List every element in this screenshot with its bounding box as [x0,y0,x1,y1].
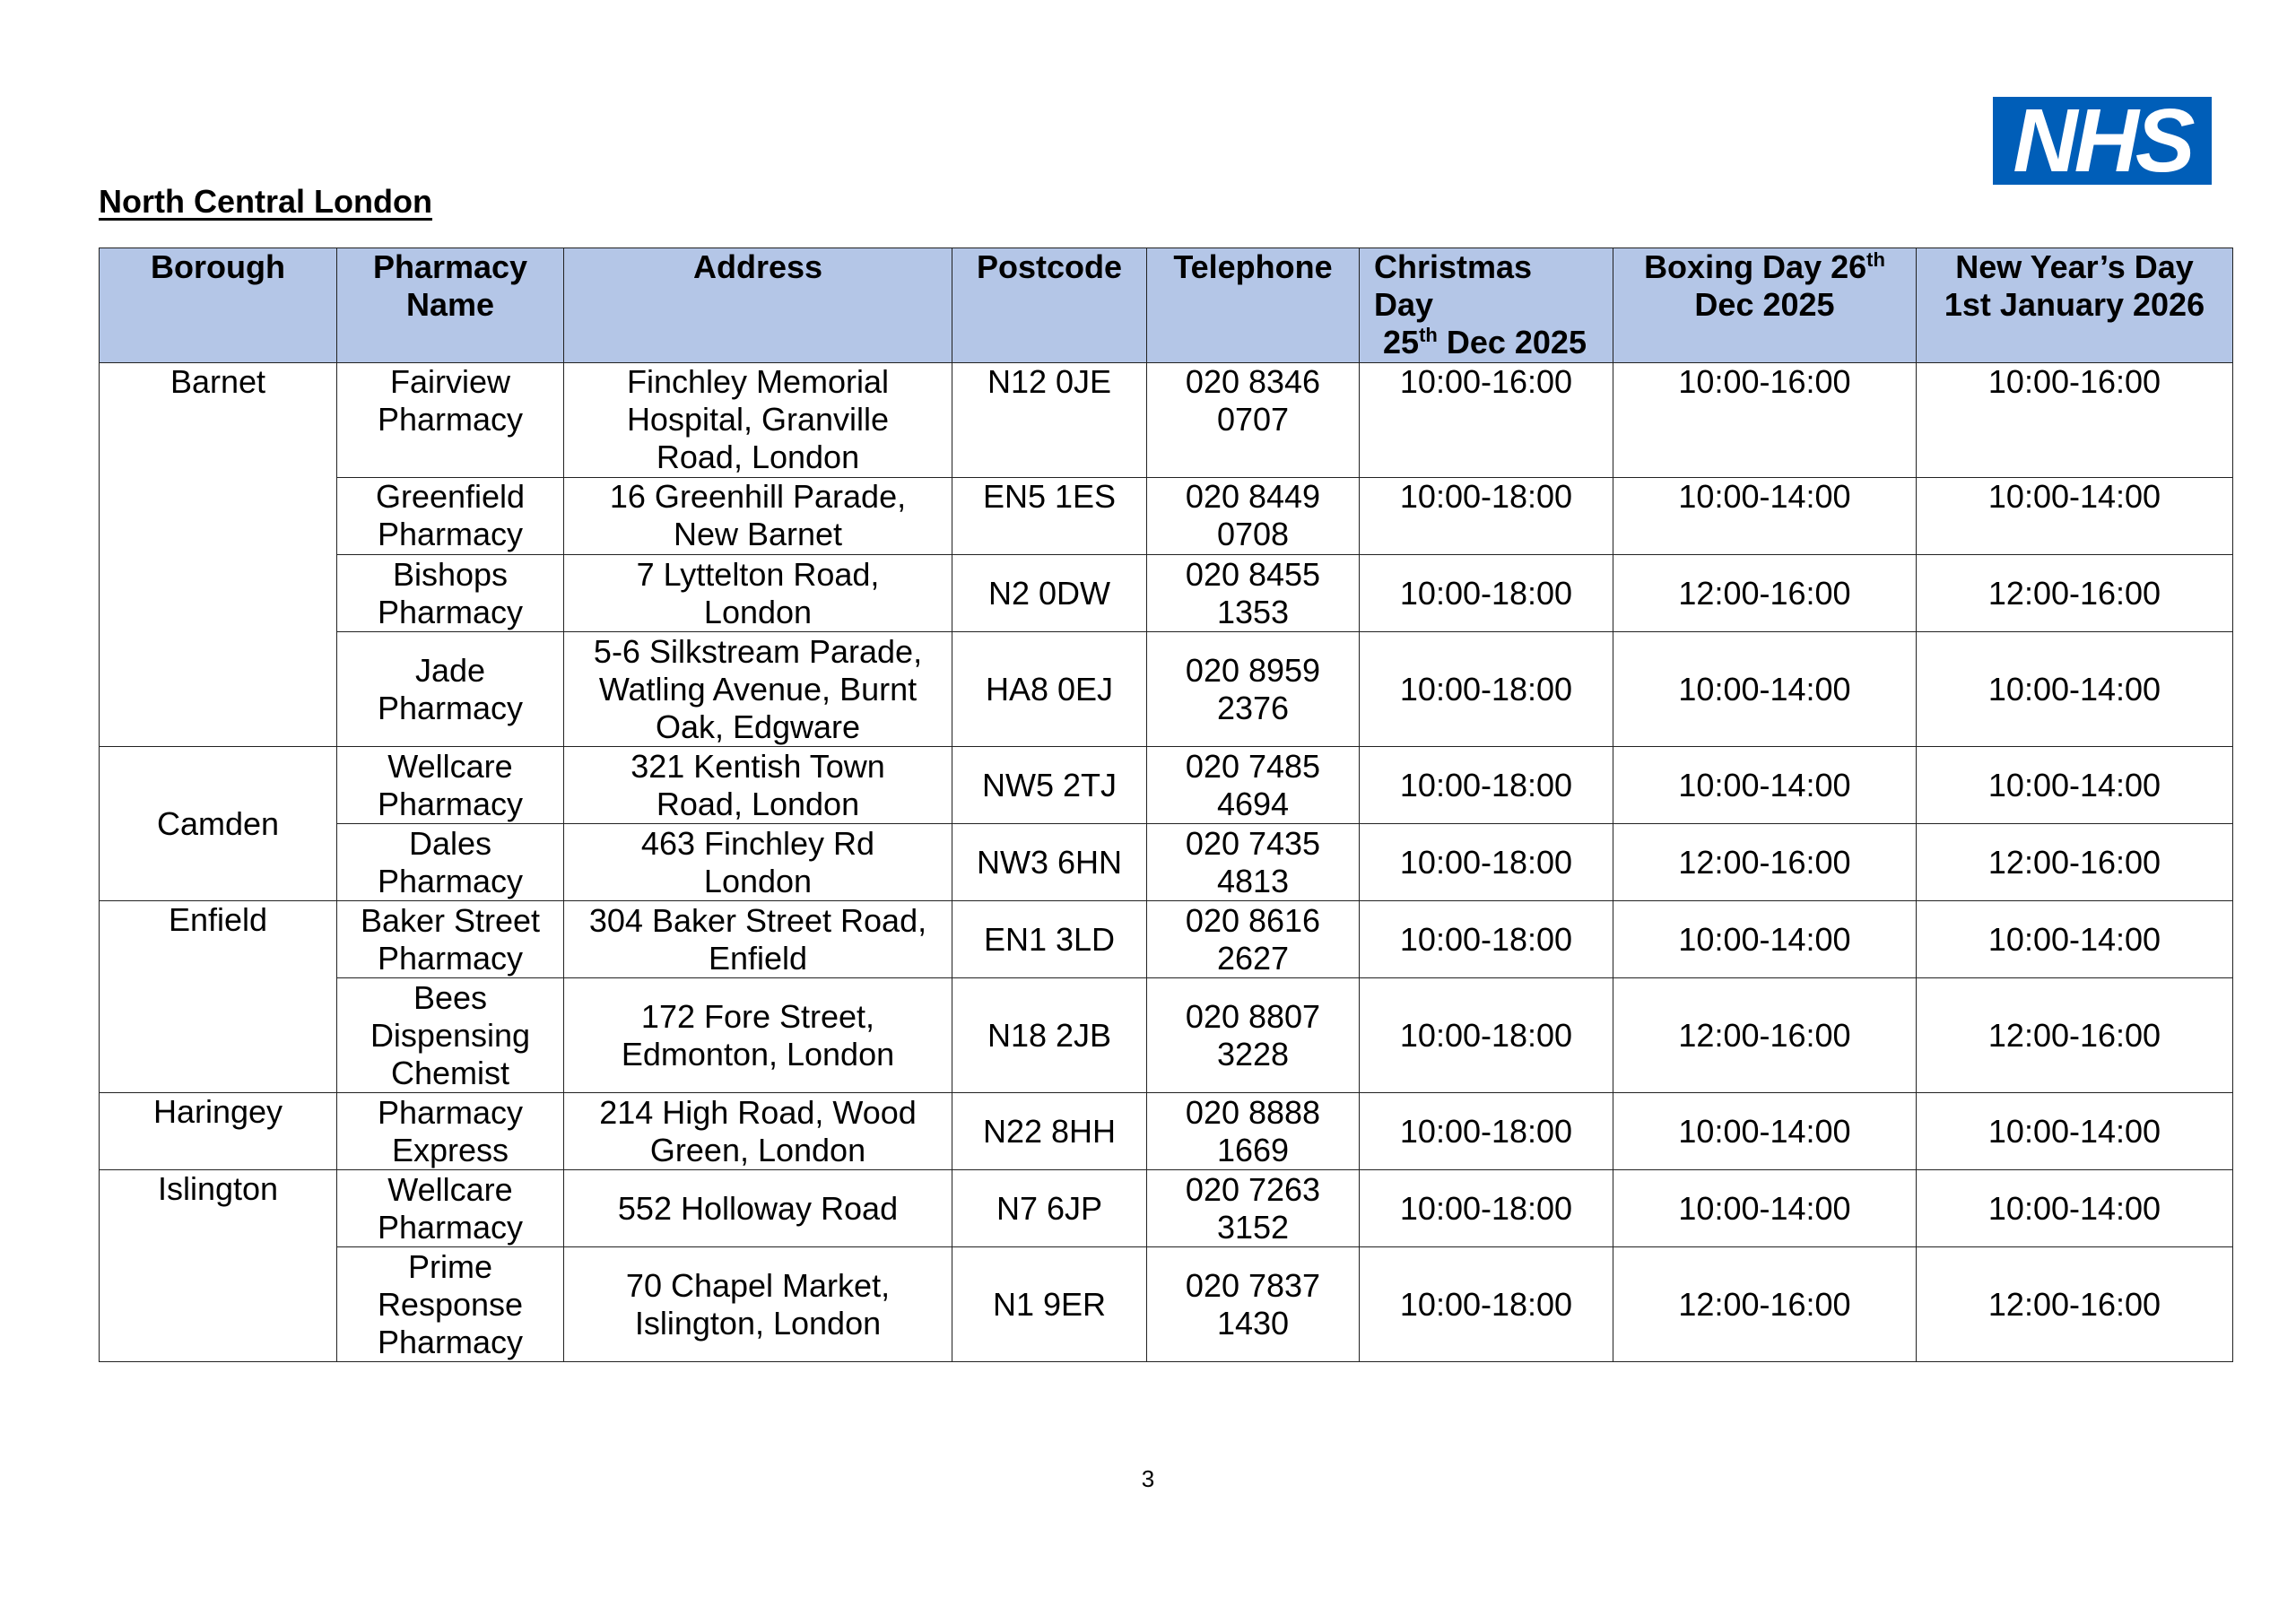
postcode-cell: N7 6JP [952,1170,1147,1247]
christmas-hours-cell: 10:00-18:00 [1360,747,1613,824]
pharmacy-name-cell: Dales Pharmacy [337,824,564,901]
newyear-hours-cell: 12:00-16:00 [1917,1247,2233,1362]
telephone-cell: 020 8449 0708 [1147,478,1360,555]
pharmacy-name-cell: Pharmacy Express [337,1093,564,1170]
christmas-hours-cell: 10:00-18:00 [1360,978,1613,1093]
boxing-hours-cell: 10:00-14:00 [1613,901,1917,978]
boxing-hours-cell: 12:00-16:00 [1613,1247,1917,1362]
region-title: North Central London [99,183,432,220]
address-cell: 304 Baker Street Road, Enfield [564,901,952,978]
boxing-hours-cell: 10:00-14:00 [1613,747,1917,824]
boxing-hours-cell: 10:00-14:00 [1613,1093,1917,1170]
newyear-hours-cell: 10:00-14:00 [1917,632,2233,747]
postcode-cell: HA8 0EJ [952,632,1147,747]
pharmacy-name-cell: Greenfield Pharmacy [337,478,564,555]
boxing-hours-cell: 10:00-14:00 [1613,1170,1917,1247]
newyear-hours-cell: 10:00-16:00 [1917,363,2233,478]
table-row [100,363,2233,478]
boxing-hours-cell: 10:00-14:00 [1613,478,1917,555]
borough-cell: Enfield [100,901,337,1093]
telephone-cell: 020 8959 2376 [1147,632,1360,747]
telephone-cell: 020 7263 3152 [1147,1170,1360,1247]
nhs-logo [1993,91,2212,191]
postcode-cell: EN5 1ES [952,478,1147,555]
table-header-row [100,248,2233,363]
header-pharmacy-name: Pharmacy Name [337,248,564,363]
boxing-hours-cell: 10:00-14:00 [1613,632,1917,747]
christmas-hours-cell: 10:00-18:00 [1360,632,1613,747]
boxing-hours-cell: 12:00-16:00 [1613,555,1917,632]
address-cell: 214 High Road, Wood Green, London [564,1093,952,1170]
christmas-hours-cell: 10:00-18:00 [1360,478,1613,555]
christmas-hours-cell: 10:00-18:00 [1360,1093,1613,1170]
postcode-cell: N1 9ER [952,1247,1147,1362]
telephone-cell: 020 8807 3228 [1147,978,1360,1093]
nhs-logo-text: NHS [2013,91,2192,191]
christmas-hours-cell: 10:00-18:00 [1360,555,1613,632]
newyear-hours-cell: 10:00-14:00 [1917,901,2233,978]
newyear-hours-cell: 12:00-16:00 [1917,555,2233,632]
header-boxing-day: Boxing Day 26th Dec 2025 [1613,248,1917,363]
telephone-cell: 020 8616 2627 [1147,901,1360,978]
pharmacy-name-cell: Wellcare Pharmacy [337,747,564,824]
telephone-cell: 020 7435 4813 [1147,824,1360,901]
postcode-cell: N22 8HH [952,1093,1147,1170]
address-cell: 5-6 Silkstream Parade, Watling Avenue, Burnt Oak, Edgware [564,632,952,747]
newyear-hours-cell: 10:00-14:00 [1917,1093,2233,1170]
borough-cell: Camden [100,747,337,901]
pharmacy-name-cell: Bees Dispensing Chemist [337,978,564,1093]
table-row [100,1247,2233,1362]
boxing-hours-cell: 10:00-16:00 [1613,363,1917,478]
address-cell: 70 Chapel Market, Islington, London [564,1247,952,1362]
postcode-cell: EN1 3LD [952,901,1147,978]
pharmacy-name-cell: Bishops Pharmacy [337,555,564,632]
postcode-cell: N12 0JE [952,363,1147,478]
address-cell: 552 Holloway Road [564,1170,952,1247]
pharmacy-name-cell: Baker Street Pharmacy [337,901,564,978]
table-row [100,1093,2233,1170]
table-row [100,978,2233,1093]
table-row [100,901,2233,978]
table-row [100,632,2233,747]
header-christmas-day: Christmas Day 25th Dec 2025 [1360,248,1613,363]
telephone-cell: 020 8346 0707 [1147,363,1360,478]
table-row [100,555,2233,632]
telephone-cell: 020 7837 1430 [1147,1247,1360,1362]
newyear-hours-cell: 10:00-14:00 [1917,747,2233,824]
borough-cell: Barnet [100,363,337,747]
christmas-hours-cell: 10:00-18:00 [1360,824,1613,901]
table-row [100,478,2233,555]
boxing-hours-cell: 12:00-16:00 [1613,824,1917,901]
table-row [100,824,2233,901]
newyear-hours-cell: 12:00-16:00 [1917,824,2233,901]
postcode-cell: N18 2JB [952,978,1147,1093]
table-row [100,1170,2233,1247]
address-cell: 172 Fore Street, Edmonton, London [564,978,952,1093]
postcode-cell: N2 0DW [952,555,1147,632]
christmas-hours-cell: 10:00-18:00 [1360,1247,1613,1362]
borough-cell: Islington [100,1170,337,1362]
christmas-hours-cell: 10:00-18:00 [1360,901,1613,978]
borough-cell: Haringey [100,1093,337,1170]
boxing-hours-cell: 12:00-16:00 [1613,978,1917,1093]
pharmacy-opening-table [99,248,2233,1362]
postcode-cell: NW3 6HN [952,824,1147,901]
table-row [100,747,2233,824]
header-new-years-day: New Year’s Day 1st January 2026 [1917,248,2233,363]
newyear-hours-cell: 10:00-14:00 [1917,478,2233,555]
header-borough: Borough [100,248,337,363]
christmas-hours-cell: 10:00-18:00 [1360,1170,1613,1247]
header-postcode: Postcode [952,248,1147,363]
address-cell: Finchley Memorial Hospital, Granville Road, London [564,363,952,478]
address-cell: 7 Lyttelton Road, London [564,555,952,632]
newyear-hours-cell: 12:00-16:00 [1917,978,2233,1093]
page-number: 3 [1141,1465,1155,1492]
pharmacy-name-cell: Prime Response Pharmacy [337,1247,564,1362]
header-address: Address [564,248,952,363]
newyear-hours-cell: 10:00-14:00 [1917,1170,2233,1247]
address-cell: 16 Greenhill Parade, New Barnet [564,478,952,555]
header-telephone: Telephone [1147,248,1360,363]
pharmacy-name-cell: Wellcare Pharmacy [337,1170,564,1247]
telephone-cell: 020 8888 1669 [1147,1093,1360,1170]
pharmacy-name-cell: Jade Pharmacy [337,632,564,747]
address-cell: 463 Finchley Rd London [564,824,952,901]
telephone-cell: 020 8455 1353 [1147,555,1360,632]
pharmacy-name-cell: Fairview Pharmacy [337,363,564,478]
postcode-cell: NW5 2TJ [952,747,1147,824]
christmas-hours-cell: 10:00-16:00 [1360,363,1613,478]
address-cell: 321 Kentish Town Road, London [564,747,952,824]
telephone-cell: 020 7485 4694 [1147,747,1360,824]
